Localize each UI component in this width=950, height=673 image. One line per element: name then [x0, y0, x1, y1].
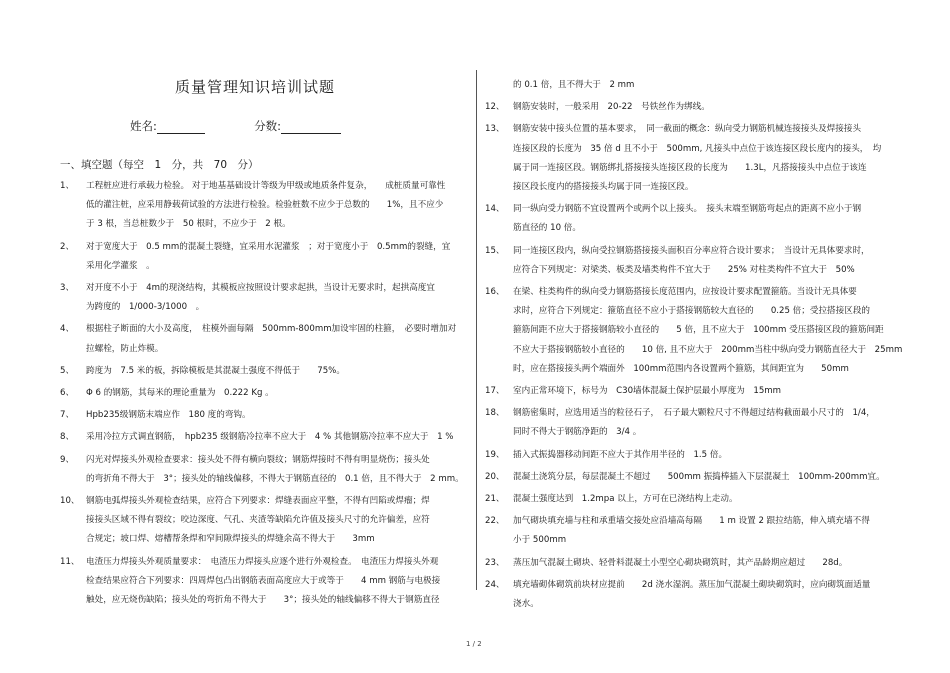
question-number: 21、	[485, 494, 505, 504]
question-text-line: 连接区段的长度为 35 倍 d 且不小于 500mm, 凡接头中点位于该连接区段长度内的接头， 均	[513, 143, 882, 154]
question-number: 13、	[485, 124, 505, 135]
score-label: 分数:	[254, 119, 282, 133]
page-number: 1 / 2	[466, 640, 482, 648]
question-text-line: 跨度为 7.5 米的板，拆除模板是其混凝土强度不得低于 75%。	[86, 365, 345, 376]
question-number: 20、	[485, 471, 505, 482]
question-text-line: 属于同一连接区段。钢筋绑扎搭接接头连接区段的长度为 1.3L，凡搭接接头中点位于该连	[513, 162, 867, 173]
score-field[interactable]	[281, 121, 341, 134]
question-number: 18、	[485, 408, 505, 419]
question-text-line: 触处，应无烧伤缺陷；接头处的弯折角不得大于 3°；接头处的轴线偏移不得大于钢筋直径	[86, 595, 440, 605]
question-number: 12、	[485, 102, 505, 113]
question-text-line: 的 0.1 倍，且不得大于 2 mm	[513, 80, 635, 90]
question-text-line: 钢筋密集时，应选用适当的粒径石子， 石子最大颗粒尺寸不得超过结构截面最小尺寸的 1/4，	[513, 408, 875, 419]
question-text-line: 接区段长度内的搭接接头均属于同一连接区段。	[513, 182, 694, 192]
question-number: 15、	[485, 245, 505, 256]
question-text-line: 接接头区域不得有裂纹；咬边深度、气孔、夹渣等缺陷允许值及接头尺寸的允许偏差，应符	[86, 515, 430, 526]
question-number: 22、	[485, 516, 505, 527]
section-heading: 一、填空题（每空 1 分，共 70 分）	[60, 159, 259, 171]
question-text-line: Hpb235级钢筋末端应作 180 度的弯钩。	[86, 410, 251, 421]
question-number: 11、	[60, 556, 80, 567]
question-number: 2、	[60, 241, 75, 252]
question-text-line: 混凝土强度达到 1.2mpa 以上，方可在已浇结构上走动。	[513, 494, 738, 504]
question-text-line: 时，应在搭接接头两个端面外 100mm范围内各设置两个箍筋，其间距宜为 50mm	[513, 363, 849, 374]
question-number: 8、	[60, 432, 75, 443]
question-text-line: 低的灌注桩，应采用静载荷试验的方法进行检验。检验桩数不应少于总数的 1%，且不应少	[86, 200, 444, 211]
question-number: 10、	[60, 496, 80, 506]
question-text-line: 浇水。	[513, 599, 539, 609]
question-text-line: 求时，应符合下列规定：箍筋直径不应小于搭接钢筋较大直径的 0.25 倍；受拉搭接区段的	[513, 306, 871, 317]
question-number: 19、	[485, 449, 505, 460]
question-text-line: 采用化学灌浆 。	[86, 260, 155, 271]
question-text-line: 为跨度的 1/000-3/1000 。	[86, 302, 205, 313]
question-text-line: 同一连接区段内，纵向受拉钢筋搭接接头面积百分率应符合设计要求； 当设计无具体要求时，	[513, 245, 870, 256]
question-number: 16、	[485, 287, 505, 297]
question-text-line: 电渣压力焊接头外观质量要求： 电渣压力焊接头应逐个进行外观检查。 电渣压力焊接头外观	[86, 556, 439, 567]
question-number: 14、	[485, 204, 505, 215]
question-text-line: 钢筋安装中接头位置的基本要求， 同一截面的概念：纵向受力钢筋机械连接接头及焊接接头	[513, 124, 862, 135]
question-number: 1、	[60, 181, 75, 191]
question-text-line: 室内正常环境下，标号为 C30墙体混凝土保护层最小厚度为 15mm	[513, 386, 782, 396]
question-number: 5、	[60, 365, 75, 376]
question-number: 9、	[60, 454, 75, 465]
name-score-row	[130, 118, 341, 134]
question-text-line: 钢筋安装时，一般采用 20-22 号铁丝作为绑线。	[513, 102, 710, 113]
name-label: 姓名:	[130, 119, 157, 133]
question-number: 4、	[60, 324, 75, 335]
question-text-line: 合规定；坡口焊、熔槽帮条焊和窄间隙焊接头的焊缝余高不得大于 3mm	[86, 534, 375, 545]
question-text-line: 根据柱子断面的大小及高度， 柱模外面每隔 500mm-800mm加设牢固的柱箍， 必要时增加对	[86, 324, 457, 335]
question-text-line: 同一纵向受力钢筋不宜设置两个或两个以上接头。 接头末端至钢筋弯起点的距离不应小于钢	[513, 204, 862, 215]
column-divider	[476, 70, 477, 590]
question-text-line: 检查结果应符合下列要求：四周焊包凸出钢筋表面高度应大于或等于 4 mm 钢筋与电极接	[86, 575, 441, 586]
question-text-line: 工程桩应进行承载力检验。 对于地基基础设计等级为甲级或地质条件复杂， 成桩质量可靠性	[86, 181, 446, 191]
question-text-line: 加气砌块填充墙与柱和承重墙交接处应沿墙高每隔 1 m 设置 2 跟拉结筋，伸入填充墙不得	[513, 516, 870, 527]
question-text-line: 同时不得大于钢筋净距的 3/4 。	[513, 427, 642, 438]
question-number: 6、	[60, 388, 75, 398]
page-title: 质量管理知识培训试题	[175, 78, 336, 96]
question-text-line: 插入式振捣器移动间距不应大于其作用半径的 1.5 倍。	[513, 449, 728, 460]
question-text-line: 箍筋间距不应大于搭接钢筋较小直径的 5 倍，且不应大于 100mm 受压搭接区段的箍筋间距	[513, 325, 884, 336]
question-text-line: Φ 6 的钢筋，其每米的理论重量为 0.222 Kg 。	[86, 388, 274, 398]
name-field[interactable]	[157, 121, 205, 134]
question-number: 17、	[485, 386, 505, 396]
question-text-line: 筋直径的 10 倍。	[513, 223, 581, 234]
question-text-line: 拉螺栓，防止炸模。	[86, 343, 164, 354]
question-text-line: 在梁、柱类构件的纵向受力钢筋搭接长度范围内，应按设计要求配置箍筋。当设计无具体要	[513, 287, 857, 297]
question-text-line: 对于宽度大于 0.5 mm的混凝土裂缝，宜采用水泥灌浆 ；对于宽度小于 0.5mm的裂缝，宜	[86, 241, 451, 252]
question-text-line: 的弯折角不得大于 3°；接头处的轴线偏移，不得大于钢筋直径的 0.1 倍，且不得大于 2 mm。	[86, 473, 464, 484]
question-text-line: 蒸压加气混凝土砌块、轻骨料混凝土小型空心砌块砌筑时，其产品龄期应超过 28d。	[513, 557, 848, 568]
question-text-line: 于 3 根，当总桩数少于 50 根时，不应少于 2 根。	[86, 219, 291, 230]
question-text-line: 采用冷拉方式调直钢筋， hpb235 级钢筋冷拉率不应大于 4 % 其他钢筋冷拉率不应大于 1 %	[86, 432, 454, 443]
question-text-line: 不应大于搭接钢筋较小直径的 10 倍, 且不应大于 200mm当柱中纵向受力钢筋直径大于 25mm	[513, 344, 903, 355]
question-text-line: 闪光对焊接头外观检查要求：接头处不得有横向裂纹；钢筋焊接时不得有明显烧伤；接头处	[86, 454, 430, 465]
question-number: 24、	[485, 579, 505, 590]
question-text-line: 小于 500mm	[513, 535, 567, 546]
question-number: 3、	[60, 283, 75, 293]
question-text-line: 钢筋电弧焊接头外观检查结果，应符合下列要求：焊缝表面应平整，不得有凹陷或焊瘤；焊	[86, 496, 430, 506]
question-text-line: 应符合下列规定：对梁类、板类及墙类构件不宜大于 25% 对柱类构件不宜大于 50%	[513, 264, 855, 275]
question-text-line: 对开度不小于 4m的现浇结构，其模板应按照设计要求起拱，当设计无要求时，起拱高度宜	[86, 283, 435, 293]
question-number: 23、	[485, 557, 505, 568]
question-text-line: 填充墙砌体砌筑前块材应提前 2d 浇水湿润。蒸压加气混凝土砌块砌筑时，应向砌筑面适量	[513, 579, 871, 590]
question-text-line: 混凝土浇筑分层，每层混凝土不超过 500mm 振捣棒插入下层混凝土 100mm-200mm宜。	[513, 471, 885, 482]
question-number: 7、	[60, 410, 75, 421]
